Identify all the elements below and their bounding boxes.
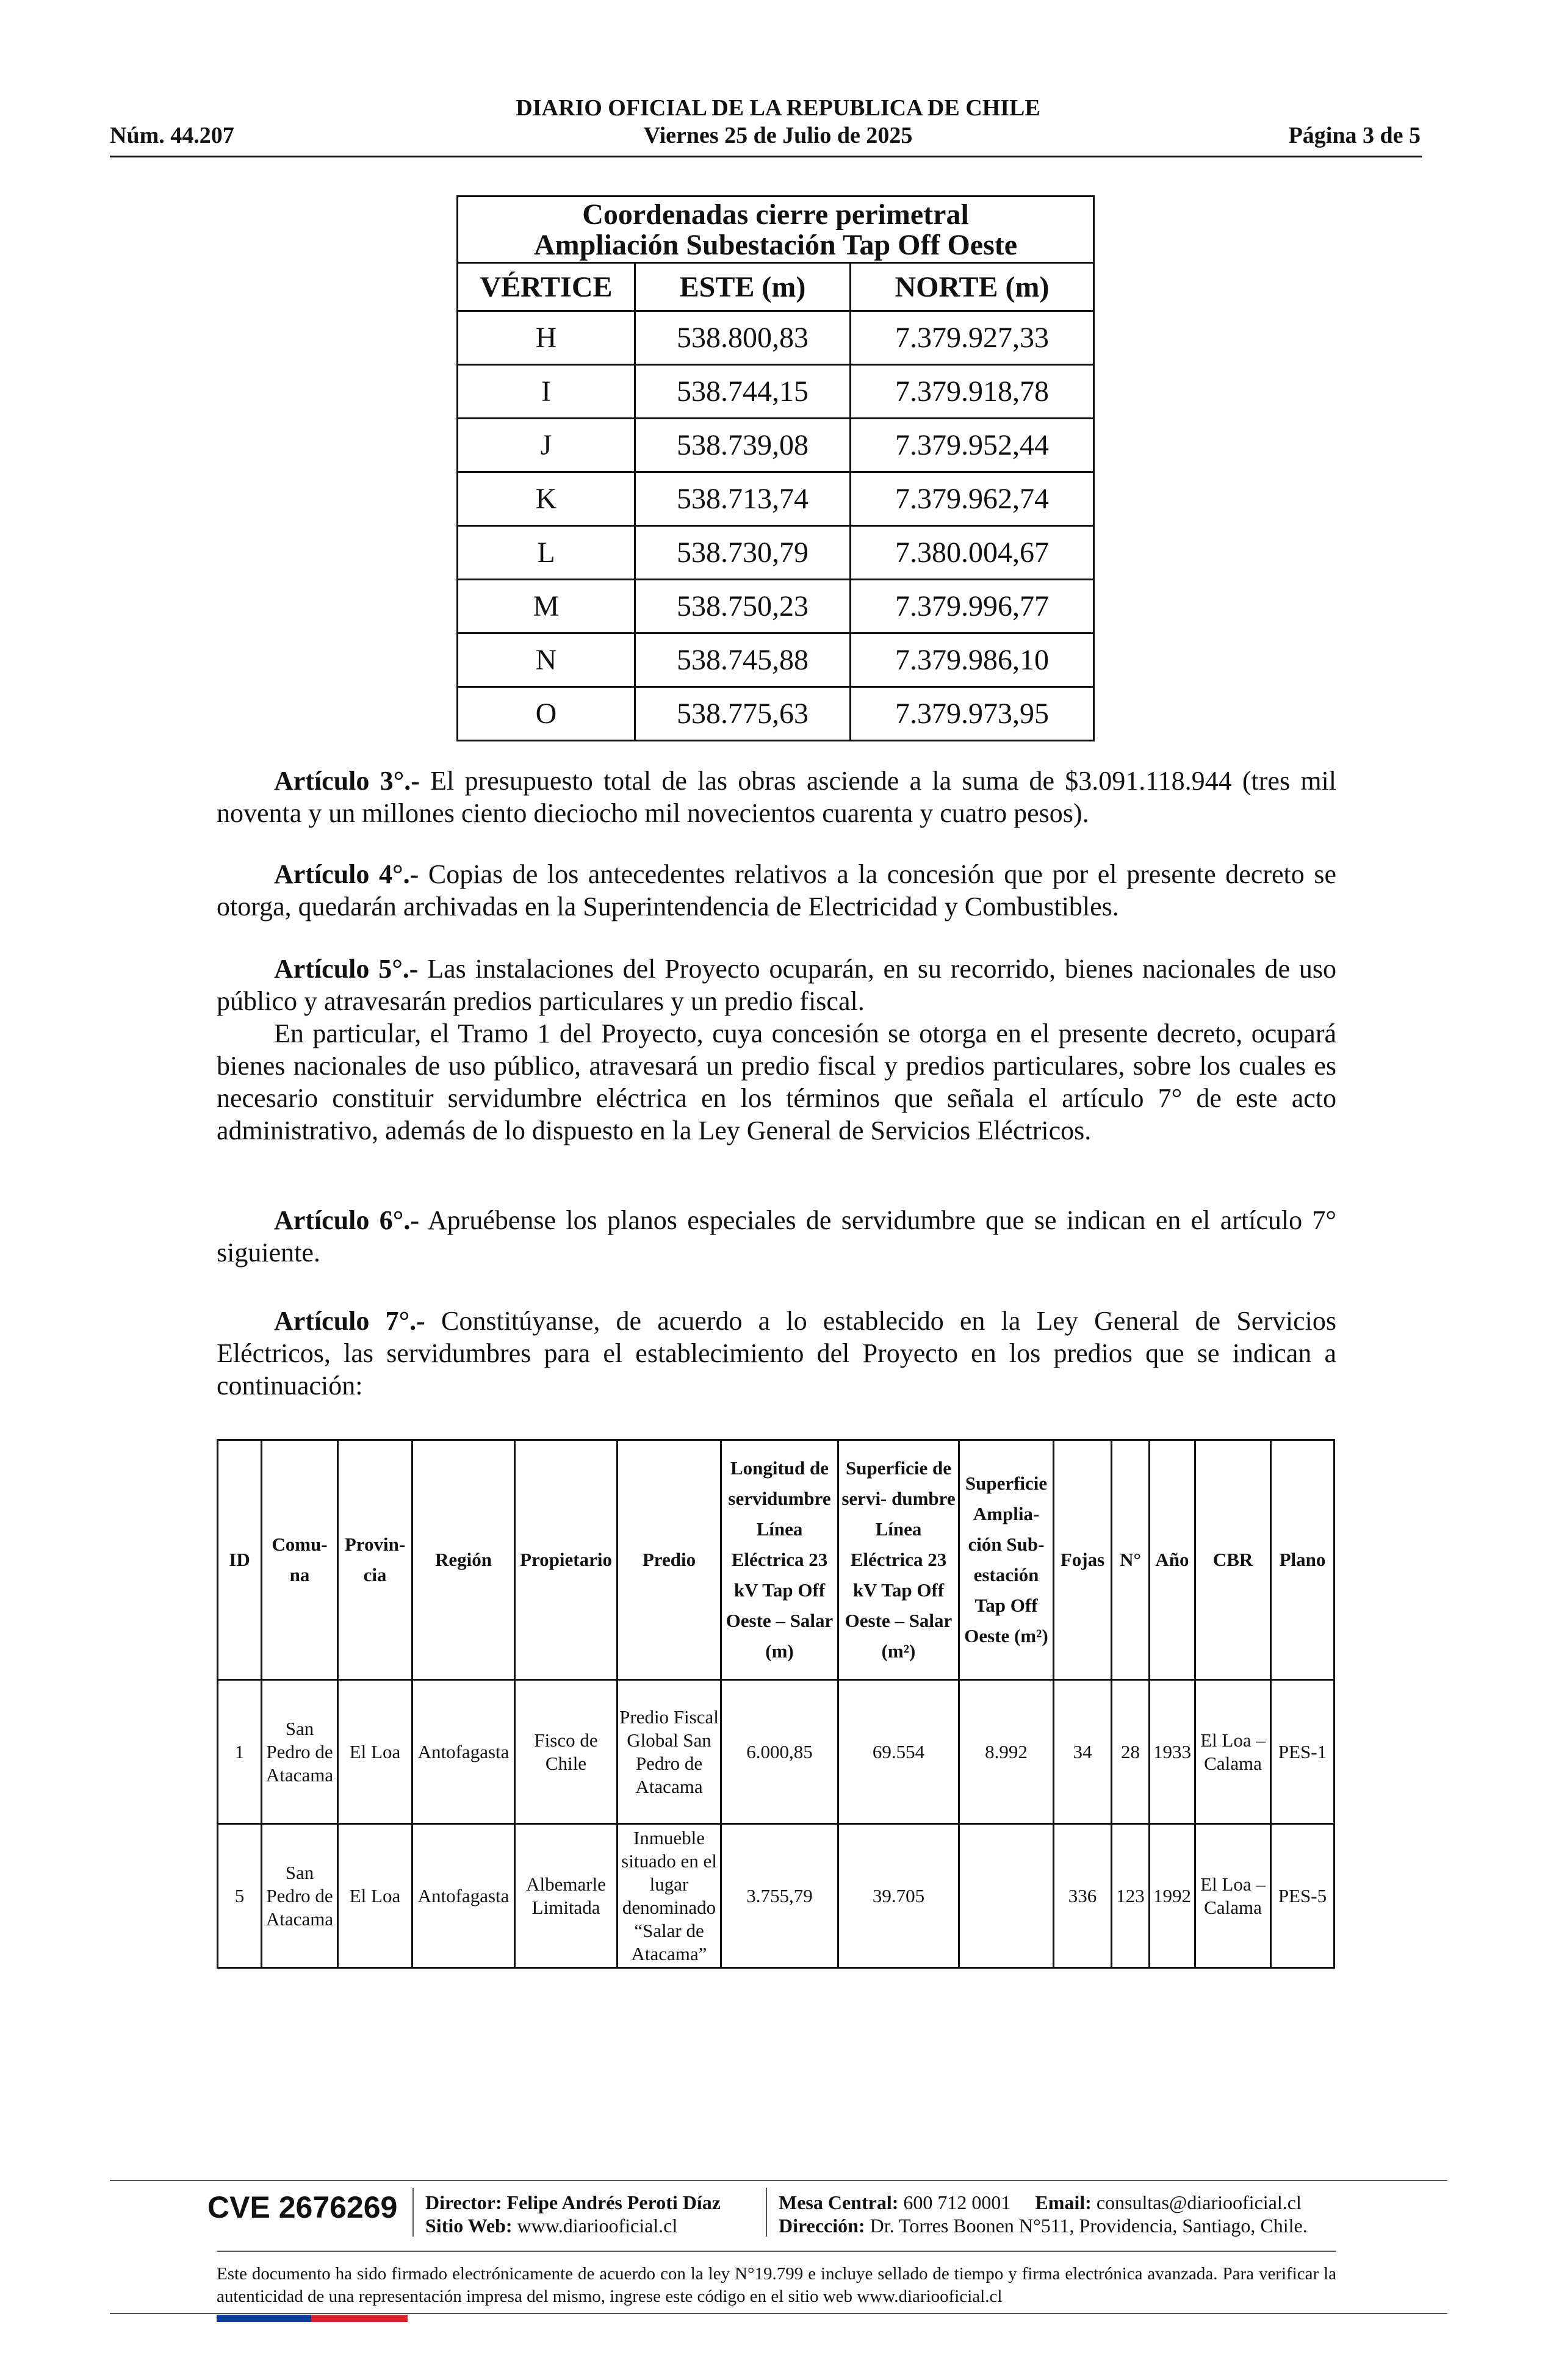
column-header-vertice: VÉRTICE	[458, 263, 635, 311]
north-cell: 7.380.004,67	[851, 526, 1094, 580]
header-divider	[110, 156, 1422, 157]
direccion-label: Dirección:	[779, 2215, 865, 2237]
article-4	[217, 858, 1336, 923]
provincia-cell: El Loa	[338, 1824, 412, 1968]
provincia-cell: El Loa	[338, 1680, 412, 1824]
column-header-longitud: Longitud de servidumbre Línea Eléctrica 23 kV Tap Off Oeste – Salar (m)	[721, 1440, 838, 1680]
id-cell: 1	[218, 1680, 262, 1824]
region-cell: Antofagasta	[412, 1680, 515, 1824]
column-header-provincia: Provin- cia	[338, 1440, 412, 1680]
article-6-text: Apruébense los planos especiales de servidumbre que se indican en el artículo 7° siguiente.	[217, 1205, 1337, 1268]
numero-cell: 123	[1112, 1824, 1150, 1968]
column-header-anio: Año	[1150, 1440, 1195, 1680]
article-5-text: Las instalaciones del Proyecto ocuparán, en su recorrido, bienes nacionales de uso público y atravesarán predios particulares y un predio fiscal.	[217, 954, 1336, 1016]
footer-director-block	[425, 2191, 721, 2237]
vertex-cell: L	[458, 526, 635, 580]
footer-divider-bottom	[110, 2313, 1447, 2314]
east-cell: 538.745,88	[635, 633, 851, 687]
footer-separator	[766, 2188, 767, 2237]
table-row	[458, 365, 1094, 419]
north-cell: 7.379.973,95	[851, 687, 1094, 741]
flag-red-bar	[311, 2315, 408, 2322]
fojas-cell: 34	[1054, 1680, 1112, 1824]
table-row	[458, 472, 1094, 526]
page-indicator: Página 3 de 5	[1288, 123, 1421, 148]
cbr-cell: El Loa – Calama	[1195, 1824, 1271, 1968]
issue-date: Viernes 25 de Julio de 2025	[643, 123, 913, 148]
site-link[interactable]: www.diariooficial.cl	[512, 2215, 678, 2237]
article-5	[217, 953, 1336, 1147]
table-row	[458, 580, 1094, 633]
mesa-label: Mesa Central:	[779, 2191, 899, 2213]
east-cell: 538.730,79	[635, 526, 851, 580]
east-cell: 538.713,74	[635, 472, 851, 526]
comuna-cell: San Pedro de Atacama	[262, 1824, 338, 1968]
east-cell: 538.750,23	[635, 580, 851, 633]
superficie-servidumbre-cell: 39.705	[838, 1824, 959, 1968]
longitud-cell: 6.000,85	[721, 1680, 838, 1824]
newspaper-title: DIARIO OFICIAL DE LA REPUBLICA DE CHILE	[516, 95, 1040, 121]
footer-contact-block	[779, 2191, 1308, 2237]
column-header-superficie-ampliacion: Superficie Amplia- ción Sub- estación Tap Off Oeste (m²)	[959, 1440, 1054, 1680]
north-cell: 7.379.986,10	[851, 633, 1094, 687]
mesa-phone: 600 712 0001	[898, 2191, 1011, 2213]
numero-cell: 28	[1112, 1680, 1150, 1824]
north-cell: 7.379.952,44	[851, 419, 1094, 472]
east-cell: 538.744,15	[635, 365, 851, 419]
longitud-cell: 3.755,79	[721, 1824, 838, 1968]
table-row	[218, 1680, 1334, 1824]
director-name: Felipe Andrés Peroti Díaz	[502, 2191, 721, 2213]
fojas-cell: 336	[1054, 1824, 1112, 1968]
vertex-cell: K	[458, 472, 635, 526]
column-header-region: Región	[412, 1440, 515, 1680]
table-row	[458, 419, 1094, 472]
east-cell: 538.800,83	[635, 311, 851, 365]
superficie-ampliacion-cell	[959, 1824, 1054, 1968]
superficie-servidumbre-cell: 69.554	[838, 1680, 959, 1824]
column-header-numero: N°	[1112, 1440, 1150, 1680]
comuna-cell: San Pedro de Atacama	[262, 1680, 338, 1824]
article-3	[217, 765, 1336, 829]
site-label: Sitio Web:	[425, 2215, 513, 2237]
table-row	[458, 633, 1094, 687]
coordinates-table	[456, 195, 1095, 741]
article-4-text: Copias de los antecedentes relativos a la concesión que por el presente decreto se otorga, quedarán archivadas en la Superintendencia de Electricidad y Combustibles.	[217, 859, 1336, 921]
signature-disclaimer: Este documento ha sido firmado electrónicamente de acuerdo con la ley N°19.799 e incluye sellado de tiempo y firma electrónica avanzada. Para verificar la autenticidad de una representación impresa del mismo, ingrese este código en el sitio web www.diariooficial.cl	[217, 2264, 1336, 2306]
table-row	[458, 526, 1094, 580]
column-header-superficie-servidumbre: Superficie de servi- dumbre Línea Eléctrica 23 kV Tap Off Oeste – Salar (m²)	[838, 1440, 959, 1680]
director-label: Director:	[425, 2191, 502, 2213]
column-header-cbr: CBR	[1195, 1440, 1271, 1680]
footer-divider-top	[110, 2180, 1447, 2181]
propietario-cell: Albemarle Limitada	[515, 1824, 618, 1968]
vertex-cell: O	[458, 687, 635, 741]
plano-cell: PES-5	[1271, 1824, 1334, 1968]
north-cell: 7.379.996,77	[851, 580, 1094, 633]
coordinates-header-row	[458, 263, 1094, 311]
column-header-id: ID	[218, 1440, 262, 1680]
vertex-cell: H	[458, 311, 635, 365]
email-label: Email:	[1035, 2191, 1092, 2213]
id-cell: 5	[218, 1824, 262, 1968]
column-header-fojas: Fojas	[1054, 1440, 1112, 1680]
servidumbres-table	[217, 1439, 1335, 1969]
vertex-cell: N	[458, 633, 635, 687]
caption-line-1: Coordenadas cierre perimetral	[582, 198, 969, 231]
flag-blue-bar	[217, 2315, 311, 2322]
cve-code: CVE 2676269	[207, 2190, 398, 2224]
column-header-propietario: Propietario	[515, 1440, 618, 1680]
superficie-ampliacion-cell: 8.992	[959, 1680, 1054, 1824]
north-cell: 7.379.918,78	[851, 365, 1094, 419]
propietario-cell: Fisco de Chile	[515, 1680, 618, 1824]
article-3-label: Artículo 3°.-	[274, 766, 420, 796]
article-7-text: Constitúyanse, de acuerdo a lo establecido en la Ley General de Servicios Eléctricos, las servidumbres para el establecimiento del Proyecto en los predios que se indican a continuación:	[217, 1306, 1336, 1401]
vertex-cell: M	[458, 580, 635, 633]
article-6-label: Artículo 6°.-	[274, 1205, 419, 1235]
caption-line-2: Ampliación Subestación Tap Off Oeste	[533, 229, 1018, 261]
column-header-comuna: Comu- na	[262, 1440, 338, 1680]
table-row	[458, 687, 1094, 741]
region-cell: Antofagasta	[412, 1824, 515, 1968]
vertex-cell: J	[458, 419, 635, 472]
column-header-norte: NORTE (m)	[851, 263, 1094, 311]
article-4-label: Artículo 4°.-	[274, 859, 419, 889]
article-7	[217, 1305, 1336, 1402]
table-row	[458, 311, 1094, 365]
north-cell: 7.379.927,33	[851, 311, 1094, 365]
direccion-text: Dr. Torres Boonen N°511, Providencia, Santiago, Chile.	[865, 2215, 1308, 2237]
north-cell: 7.379.962,74	[851, 472, 1094, 526]
anio-cell: 1933	[1150, 1680, 1195, 1824]
column-header-este: ESTE (m)	[635, 263, 851, 311]
coordinates-caption	[458, 197, 1094, 263]
article-5-label: Artículo 5°.-	[274, 954, 419, 984]
anio-cell: 1992	[1150, 1824, 1195, 1968]
article-5-paragraph-2: En particular, el Tramo 1 del Proyecto, cuya concesión se otorga en el presente decreto, ocupará bienes nacionales de uso público, atravesará un predio fiscal y predios particulares, sobre los cuales es necesario constituir servidumbre eléctrica en los términos que señala el artículo 7° de este acto administrativo, además de lo dispuesto en la Ley General de Servicios Eléctricos.	[217, 1019, 1336, 1145]
email-link[interactable]: consultas@diariooficial.cl	[1091, 2191, 1302, 2213]
footer-divider-middle	[217, 2251, 1336, 2252]
issue-number: Núm. 44.207	[110, 123, 234, 148]
east-cell: 538.739,08	[635, 419, 851, 472]
predio-cell: Predio Fiscal Global San Pedro de Atacama	[618, 1680, 721, 1824]
article-6	[217, 1204, 1336, 1269]
column-header-predio: Predio	[618, 1440, 721, 1680]
article-7-label: Artículo 7°.-	[274, 1306, 425, 1336]
east-cell: 538.775,63	[635, 687, 851, 741]
coordinates-caption-row	[458, 197, 1094, 263]
servidumbres-header-row	[218, 1440, 1334, 1680]
predio-cell: Inmueble situado en el lugar denominado “Salar de Atacama”	[618, 1824, 721, 1968]
table-row	[218, 1824, 1334, 1968]
cbr-cell: El Loa – Calama	[1195, 1680, 1271, 1824]
vertex-cell: I	[458, 365, 635, 419]
column-header-plano: Plano	[1271, 1440, 1334, 1680]
footer-separator	[412, 2188, 414, 2237]
article-3-text: El presupuesto total de las obras asciende a la suma de $3.091.118.944 (tres mil noventa y un millones ciento dieciocho mil novecientos cuarenta y cuatro pesos).	[217, 766, 1336, 828]
plano-cell: PES-1	[1271, 1680, 1334, 1824]
